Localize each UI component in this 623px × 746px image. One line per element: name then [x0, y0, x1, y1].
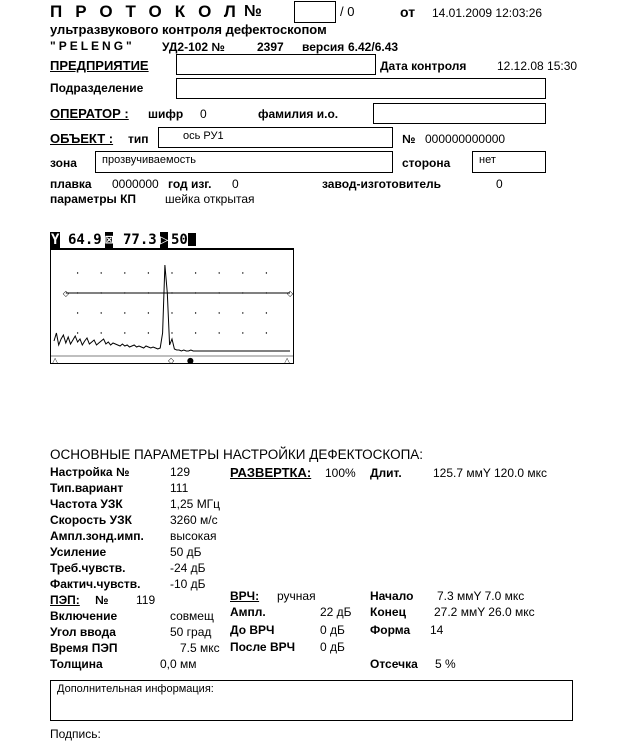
- end-value: 27.2 ммY 26.0 мкс: [434, 605, 535, 619]
- end-label: Конец: [370, 605, 406, 619]
- protocol-number-field[interactable]: [294, 1, 336, 23]
- start-value: 7.3 ммY 7.0 мкс: [437, 589, 525, 603]
- grid-dot: [242, 272, 243, 273]
- scale-marker: ●: [186, 356, 194, 365]
- gain-value: 50 дБ: [170, 545, 202, 559]
- pep-no-label: №: [95, 593, 109, 607]
- scope-header: [50, 233, 294, 249]
- pulse-amp-value: высокая: [170, 529, 217, 543]
- grid-dot: [124, 312, 125, 313]
- angle-label: Угол ввода: [50, 625, 116, 639]
- grid-dot: [219, 312, 220, 313]
- version-value: 6.42/6.43: [348, 40, 399, 54]
- vrch-mode: ручная: [277, 589, 316, 603]
- scope-y-label: Y: [51, 232, 60, 248]
- actual-sens-value: -10 дБ: [170, 577, 206, 591]
- ascan-frame: [51, 250, 294, 364]
- grid-dot: [219, 272, 220, 273]
- form-value: 14: [430, 623, 444, 637]
- enterprise-label: ПРЕДПРИЯТИЕ: [50, 58, 149, 73]
- department-label: Подразделение: [50, 81, 144, 95]
- manufacturer-value: 0: [496, 177, 503, 191]
- params-heading: ОСНОВНЫЕ ПАРАМЕТРЫ НАСТРОЙКИ ДЕФЕКТОСКОПА:: [50, 447, 424, 462]
- duration-label: Длит.: [370, 466, 402, 480]
- zone-field[interactable]: прозвучиваемость: [95, 151, 393, 173]
- duration-value: 125.7 ммY 120.0 мкс: [433, 466, 547, 480]
- year-label: год изг.: [168, 177, 212, 191]
- inclusion-label: Включение: [50, 609, 118, 623]
- signature-label: Подпись:: [50, 727, 101, 741]
- cutoff-value: 5 %: [435, 657, 456, 671]
- setup-label: Настройка №: [50, 465, 130, 479]
- control-date-label: Дата контроля: [380, 59, 467, 73]
- scale-marker: △: [284, 356, 291, 365]
- grid-dot: [101, 332, 102, 333]
- melt-value: 0000000: [112, 177, 159, 191]
- protocol-datetime: 14.01.2009 12:03:26: [432, 6, 543, 20]
- object-no-value: 000000000000: [425, 132, 506, 146]
- grid-dot: [195, 312, 196, 313]
- fullname-label: фамилия и.о.: [258, 107, 339, 121]
- object-label: ОБЪЕКТ :: [50, 131, 114, 146]
- pep-label: ПЭП:: [50, 593, 80, 607]
- scope-gain-value: 50: [171, 232, 188, 248]
- grid-dot: [77, 312, 78, 313]
- grid-dot: [242, 332, 243, 333]
- pep-time-value: 7.5 мкс: [180, 641, 220, 655]
- kp-label: параметры КП: [50, 192, 137, 206]
- before-vrch-value: 0 дБ: [320, 623, 345, 637]
- grid-dot: [124, 332, 125, 333]
- device-brand: "PELENG": [50, 39, 135, 53]
- protocol-subnumber: / 0: [340, 4, 355, 19]
- scope-gain-icon: ▷: [160, 232, 169, 248]
- speed-value: 3260 м/с: [170, 513, 218, 527]
- grid-dot: [148, 312, 149, 313]
- scope-cursor: [188, 233, 196, 246]
- form-label: Форма: [370, 623, 411, 637]
- year-value: 0: [232, 177, 239, 191]
- kp-value: шейка открытая: [165, 192, 255, 206]
- grid-dot: [124, 272, 125, 273]
- device-number: 2397: [257, 40, 284, 54]
- sweep-label: РАЗВЕРТКА:: [230, 465, 312, 480]
- grid-dot: [266, 332, 267, 333]
- pep-time-label: Время ПЭП: [50, 641, 118, 655]
- manufacturer-label: завод-изготовитель: [322, 177, 442, 191]
- grid-dot: [101, 272, 102, 273]
- side-field[interactable]: нет: [472, 151, 546, 173]
- vrch-ampl-label: Ампл.: [230, 605, 266, 619]
- required-sens-value: -24 дБ: [170, 561, 206, 575]
- fullname-field[interactable]: [373, 103, 546, 124]
- grid-dot: [266, 312, 267, 313]
- object-type-label: тип: [128, 132, 149, 146]
- pep-no-value: 119: [136, 593, 156, 607]
- version-label: версия: [302, 40, 345, 54]
- vrch-label: ВРЧ:: [230, 589, 260, 603]
- cutoff-label: Отсечка: [370, 657, 418, 671]
- grid-dot: [148, 272, 149, 273]
- extra-info-label: Дополнительная информация:: [57, 683, 214, 695]
- object-no-label: №: [402, 132, 416, 146]
- extra-info-box[interactable]: [50, 680, 573, 721]
- grid-dot: [77, 332, 78, 333]
- frequency-label: Частота УЗК: [50, 497, 123, 511]
- grid-dot: [242, 312, 243, 313]
- department-field[interactable]: [176, 78, 546, 99]
- sweep-value: 100%: [325, 466, 356, 480]
- after-vrch-label: После ВРЧ: [230, 640, 296, 654]
- grid-dot: [171, 332, 172, 333]
- start-label: Начало: [370, 589, 414, 603]
- vrch-ampl-value: 22 дБ: [320, 605, 352, 619]
- scope-x-value: 77.3: [123, 232, 157, 248]
- grid-dot: [219, 332, 220, 333]
- protocol-subtitle: ультразвукового контроля дефектоскопом: [50, 22, 327, 37]
- variant-label: Тип.вариант: [50, 481, 124, 495]
- thickness-label: Толщина: [50, 657, 103, 671]
- grid-dot: [195, 332, 196, 333]
- enterprise-field[interactable]: [176, 54, 376, 75]
- actual-sens-label: Фактич.чувств.: [50, 577, 141, 591]
- side-label: сторона: [402, 156, 451, 170]
- gate-end-marker: ◇: [62, 289, 69, 298]
- protocol-title: ПРОТОКОЛ: [50, 2, 249, 21]
- required-sens-label: Треб.чувств.: [50, 561, 126, 575]
- grid-dot: [195, 272, 196, 273]
- after-vrch-value: 0 дБ: [320, 640, 345, 654]
- number-sign: №: [244, 3, 262, 20]
- object-type-field[interactable]: ось РУ1: [158, 127, 393, 148]
- scale-marker: ◇: [168, 356, 175, 365]
- cipher-value: 0: [200, 107, 207, 121]
- ascan-chart: [50, 249, 294, 365]
- grid-dot: [266, 272, 267, 273]
- grid-dot: [77, 272, 78, 273]
- device-model: УД2-102 №: [162, 40, 225, 54]
- cipher-label: шифр: [148, 107, 184, 121]
- speed-label: Скорость УЗК: [50, 513, 132, 527]
- control-date-value: 12.12.08 15:30: [497, 59, 578, 73]
- scope-y-value: 64.9: [68, 232, 102, 248]
- before-vrch-label: До ВРЧ: [230, 623, 275, 637]
- inclusion-value: совмещ: [170, 609, 214, 623]
- melt-label: плавка: [50, 177, 92, 191]
- grid-dot: [171, 312, 172, 313]
- scope-x-icon: ⊠: [105, 232, 114, 248]
- zone-label: зона: [50, 156, 77, 170]
- frequency-value: 1,25 МГц: [170, 497, 221, 511]
- from-label: от: [400, 4, 416, 20]
- scale-marker: △: [52, 356, 59, 365]
- gain-label: Усиление: [50, 545, 107, 559]
- angle-value: 50 град: [170, 625, 212, 639]
- grid-dot: [171, 272, 172, 273]
- pulse-amp-label: Ампл.зонд.имп.: [50, 529, 144, 543]
- grid-dot: [101, 312, 102, 313]
- variant-value: 111: [170, 481, 189, 495]
- thickness-value: 0,0 мм: [160, 657, 197, 671]
- operator-label: ОПЕРАТОР :: [50, 106, 129, 121]
- setup-value: 129: [170, 465, 191, 479]
- gate-end-marker: ◇: [287, 289, 294, 298]
- grid-dot: [148, 332, 149, 333]
